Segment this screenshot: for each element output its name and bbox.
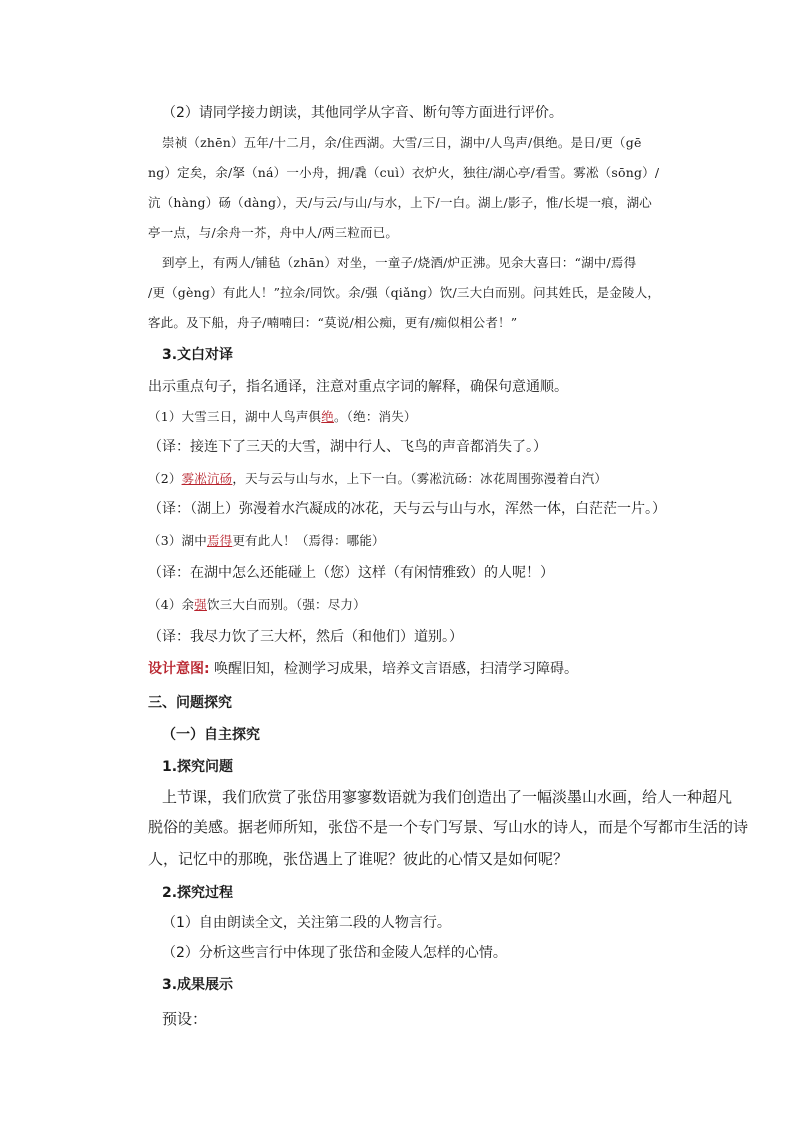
key-word: 焉得	[206, 533, 233, 548]
text-line: 亭一点，与/余舟一芥，舟中人/两三粒而已。	[148, 225, 399, 240]
sentence-text: （3）湖中	[148, 533, 207, 548]
key-sentence	[148, 595, 366, 615]
section-heading: 三、问题探究	[148, 695, 232, 711]
sentence-text: 更有此人！（焉得：哪能）	[232, 533, 385, 548]
key-word: 雾凇沆砀	[181, 471, 233, 486]
section-heading: 3.文白对译	[162, 347, 234, 363]
key-word: 强	[194, 597, 207, 612]
sentence-text: 饮三大白而别。（强：尽力）	[206, 597, 366, 612]
text-line: /更（gèng）有此人！”拉余/同饮。余/强（qiǎng）饮/三大白而别。问其姓氏，是金陵人，	[148, 285, 661, 300]
text-line: 人，记忆中的那晚，张岱遇上了谁呢？彼此的心情又是如何呢？	[148, 850, 569, 868]
subheading: 3.成果展示	[162, 977, 234, 993]
sentence-text: 。（绝：消失）	[333, 409, 417, 424]
key-sentence	[148, 531, 385, 551]
sentence-text: （4）余	[148, 597, 195, 612]
preset-label: 预设：	[162, 1010, 208, 1028]
design-intent-text: 唤醒旧知，检测学习成果，培养文言语感，扫清学习障碍。	[209, 661, 579, 677]
subheading: 1.探究问题	[162, 759, 234, 775]
key-sentence	[148, 469, 607, 489]
key-sentence	[148, 407, 417, 427]
key-word: 绝	[321, 409, 334, 424]
subsection-heading: （一）自主探究	[162, 727, 260, 743]
text-line: 脱俗的美感。据老师所知，张岱不是一个专门写景、写山水的诗人，而是个写都市生活的诗	[148, 818, 749, 836]
sentence-text: （2）	[148, 471, 182, 486]
text-line: （2）分析这些言行中体现了张岱和金陵人怎样的心情。	[162, 945, 507, 961]
design-intent	[148, 659, 578, 679]
translation-line: （译：（湖上）弥漫着水汽凝成的冰花，天与云与山与水，浑然一体，白茫茫一片。）	[148, 501, 666, 517]
subheading: 2.探究过程	[162, 885, 234, 901]
text-line: 上节课，我们欣赏了张岱用寥寥数语就为我们创造出了一幅淡墨山水画，给人一种超凡	[162, 788, 733, 806]
translation-intro: 出示重点句子，指名通译，注意对重点字词的解释，确保句意通顺。	[148, 379, 568, 395]
translation-line: （译：接连下了三天的大雪，湖中行人、飞鸟的声音都消失了。）	[148, 439, 547, 455]
sentence-text: （1）大雪三日，湖中人鸟声俱	[148, 409, 322, 424]
text-line: 崇祯（zhēn）五年/十二月，余/住西湖。大雪/三日，湖中/人鸟声/俱绝。是日/更（gē	[162, 135, 642, 150]
design-intent-label: 设计意图:	[148, 661, 210, 677]
text-line: 沆（hàng）砀（dàng），天/与云/与山/与水，上下/一白。湖上/影子，惟/长堤一痕，湖心	[148, 195, 652, 210]
text-line: （1）自由朗读全文，关注第二段的人物言行。	[162, 915, 451, 931]
translation-line: （译：我尽力饮了三大杯，然后（和他们）道别。）	[148, 629, 463, 645]
reading-instruction: （2）请同学接力朗读，其他同学从字音、断句等方面进行评价。	[162, 105, 563, 121]
text-line: ng）定矣，余/拏（ná）一小舟，拥/毳（cuì）衣炉火，独往/湖心亭/看雪。雾凇（sōng）/	[148, 165, 660, 180]
translation-line: （译：在湖中怎么还能碰上（您）这样（有闲情雅致）的人呢！）	[148, 565, 554, 581]
text-line: 到亭上，有两人/铺毡（zhān）对坐，一童子/烧酒/炉正沸。见余大喜曰：“湖中/焉得	[162, 255, 637, 270]
text-line: 客此。及下船，舟子/喃喃曰：“莫说/相公痴，更有/痴似相公者！”	[148, 315, 518, 330]
sentence-text: ，天与云与山与水，上下一白。（雾凇沆砀：冰花周围弥漫着白汽）	[232, 471, 608, 486]
